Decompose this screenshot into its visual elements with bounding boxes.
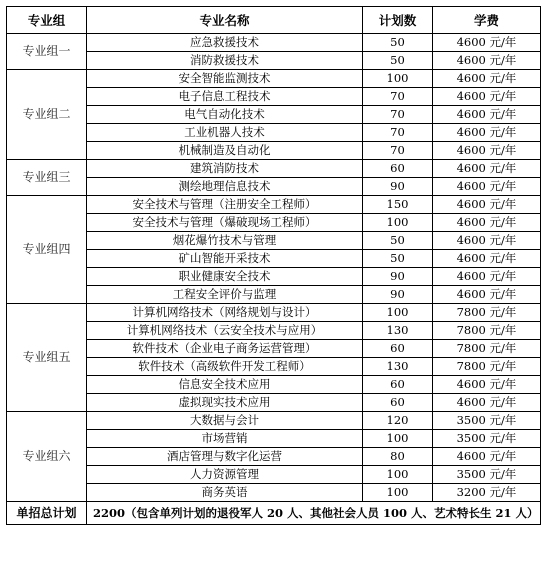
major-name-cell: 测绘地理信息技术 [87, 178, 363, 196]
table-row [7, 232, 541, 250]
group-name-cell: 专业组四 [7, 196, 87, 304]
major-name-cell: 建筑消防技术 [87, 160, 363, 178]
plan-count-cell: 100 [363, 466, 433, 484]
plan-count-cell: 70 [363, 124, 433, 142]
tuition-fee-cell: 3500 元/年 [433, 430, 541, 448]
plan-count-cell: 50 [363, 34, 433, 52]
tuition-fee-cell: 4600 元/年 [433, 124, 541, 142]
table-row [7, 376, 541, 394]
major-name-cell: 工程安全评价与监理 [87, 286, 363, 304]
plan-count-cell: 150 [363, 196, 433, 214]
tuition-fee-cell: 4600 元/年 [433, 142, 541, 160]
plan-count-cell: 60 [363, 160, 433, 178]
group-name-cell: 专业组一 [7, 34, 87, 70]
tuition-fee-cell: 4600 元/年 [433, 250, 541, 268]
enrollment-plan-table [6, 6, 541, 525]
tuition-fee-cell: 7800 元/年 [433, 304, 541, 322]
plan-count-cell: 100 [363, 304, 433, 322]
table-row [7, 394, 541, 412]
table-row [7, 286, 541, 304]
tuition-fee-cell: 4600 元/年 [433, 52, 541, 70]
plan-count-cell: 100 [363, 70, 433, 88]
header-major: 专业名称 [87, 7, 363, 34]
table-body [7, 34, 541, 502]
major-name-cell: 计算机网络技术（云安全技术与应用） [87, 322, 363, 340]
major-name-cell: 机械制造及自动化 [87, 142, 363, 160]
major-name-cell: 人力资源管理 [87, 466, 363, 484]
tuition-fee-cell: 4600 元/年 [433, 88, 541, 106]
table-row [7, 106, 541, 124]
table-row [7, 52, 541, 70]
major-name-cell: 酒店管理与数字化运营 [87, 448, 363, 466]
tuition-fee-cell: 4600 元/年 [433, 232, 541, 250]
table-row [7, 322, 541, 340]
tuition-fee-cell: 4600 元/年 [433, 106, 541, 124]
plan-count-cell: 130 [363, 358, 433, 376]
major-name-cell: 虚拟现实技术应用 [87, 394, 363, 412]
plan-count-cell: 120 [363, 412, 433, 430]
summary-label: 单招总计划 [7, 502, 87, 525]
major-name-cell: 消防救援技术 [87, 52, 363, 70]
tuition-fee-cell: 4600 元/年 [433, 34, 541, 52]
major-name-cell: 电子信息工程技术 [87, 88, 363, 106]
table-row [7, 34, 541, 52]
tuition-fee-cell: 4600 元/年 [433, 70, 541, 88]
table-row [7, 142, 541, 160]
table-row [7, 196, 541, 214]
major-name-cell: 烟花爆竹技术与管理 [87, 232, 363, 250]
major-name-cell: 应急救援技术 [87, 34, 363, 52]
plan-count-cell: 50 [363, 250, 433, 268]
plan-count-cell: 90 [363, 286, 433, 304]
table-row [7, 304, 541, 322]
tuition-fee-cell: 3200 元/年 [433, 484, 541, 502]
plan-count-cell: 60 [363, 340, 433, 358]
plan-count-cell: 60 [363, 394, 433, 412]
major-name-cell: 职业健康安全技术 [87, 268, 363, 286]
header-plan: 计划数 [363, 7, 433, 34]
plan-count-cell: 130 [363, 322, 433, 340]
group-name-cell: 专业组五 [7, 304, 87, 412]
major-name-cell: 安全技术与管理（注册安全工程师） [87, 196, 363, 214]
major-name-cell: 软件技术（高级软件开发工程师） [87, 358, 363, 376]
plan-count-cell: 90 [363, 178, 433, 196]
summary-text: 2200（包含单列计划的退役军人 20 人、其他社会人员 100 人、艺术特长生 21 人） [87, 502, 541, 525]
table-row [7, 484, 541, 502]
major-name-cell: 商务英语 [87, 484, 363, 502]
major-name-cell: 软件技术（企业电子商务运营管理） [87, 340, 363, 358]
plan-count-cell: 70 [363, 88, 433, 106]
major-name-cell: 安全智能监测技术 [87, 70, 363, 88]
tuition-fee-cell: 3500 元/年 [433, 412, 541, 430]
major-name-cell: 大数据与会计 [87, 412, 363, 430]
major-name-cell: 计算机网络技术（网络规划与设计） [87, 304, 363, 322]
table-row [7, 214, 541, 232]
major-name-cell: 信息安全技术应用 [87, 376, 363, 394]
plan-count-cell: 50 [363, 52, 433, 70]
table-row [7, 178, 541, 196]
tuition-fee-cell: 7800 元/年 [433, 340, 541, 358]
tuition-fee-cell: 4600 元/年 [433, 160, 541, 178]
tuition-fee-cell: 4600 元/年 [433, 448, 541, 466]
table-row [7, 88, 541, 106]
major-name-cell: 市场营销 [87, 430, 363, 448]
plan-count-cell: 60 [363, 376, 433, 394]
tuition-fee-cell: 4600 元/年 [433, 268, 541, 286]
plan-count-cell: 80 [363, 448, 433, 466]
tuition-fee-cell: 4600 元/年 [433, 196, 541, 214]
group-name-cell: 专业组二 [7, 70, 87, 160]
major-name-cell: 工业机器人技术 [87, 124, 363, 142]
plan-count-cell: 70 [363, 106, 433, 124]
tuition-fee-cell: 4600 元/年 [433, 214, 541, 232]
table-header-row [7, 7, 541, 34]
major-name-cell: 电气自动化技术 [87, 106, 363, 124]
table-row [7, 466, 541, 484]
tuition-fee-cell: 7800 元/年 [433, 358, 541, 376]
plan-count-cell: 90 [363, 268, 433, 286]
table-row [7, 250, 541, 268]
tuition-fee-cell: 3500 元/年 [433, 466, 541, 484]
plan-count-cell: 100 [363, 430, 433, 448]
tuition-fee-cell: 4600 元/年 [433, 394, 541, 412]
plan-count-cell: 70 [363, 142, 433, 160]
summary-row [7, 502, 541, 525]
group-name-cell: 专业组六 [7, 412, 87, 502]
tuition-fee-cell: 4600 元/年 [433, 376, 541, 394]
table-row [7, 448, 541, 466]
plan-count-cell: 100 [363, 484, 433, 502]
table-row [7, 124, 541, 142]
tuition-fee-cell: 4600 元/年 [433, 286, 541, 304]
group-name-cell: 专业组三 [7, 160, 87, 196]
table-row [7, 412, 541, 430]
table-row [7, 430, 541, 448]
major-name-cell: 矿山智能开采技术 [87, 250, 363, 268]
tuition-fee-cell: 4600 元/年 [433, 178, 541, 196]
major-name-cell: 安全技术与管理（爆破现场工程师） [87, 214, 363, 232]
header-group: 专业组 [7, 7, 87, 34]
table-row [7, 340, 541, 358]
table-row [7, 70, 541, 88]
header-fee: 学费 [433, 7, 541, 34]
table-row [7, 160, 541, 178]
tuition-fee-cell: 7800 元/年 [433, 322, 541, 340]
table-row [7, 358, 541, 376]
plan-count-cell: 100 [363, 214, 433, 232]
table-row [7, 268, 541, 286]
plan-count-cell: 50 [363, 232, 433, 250]
